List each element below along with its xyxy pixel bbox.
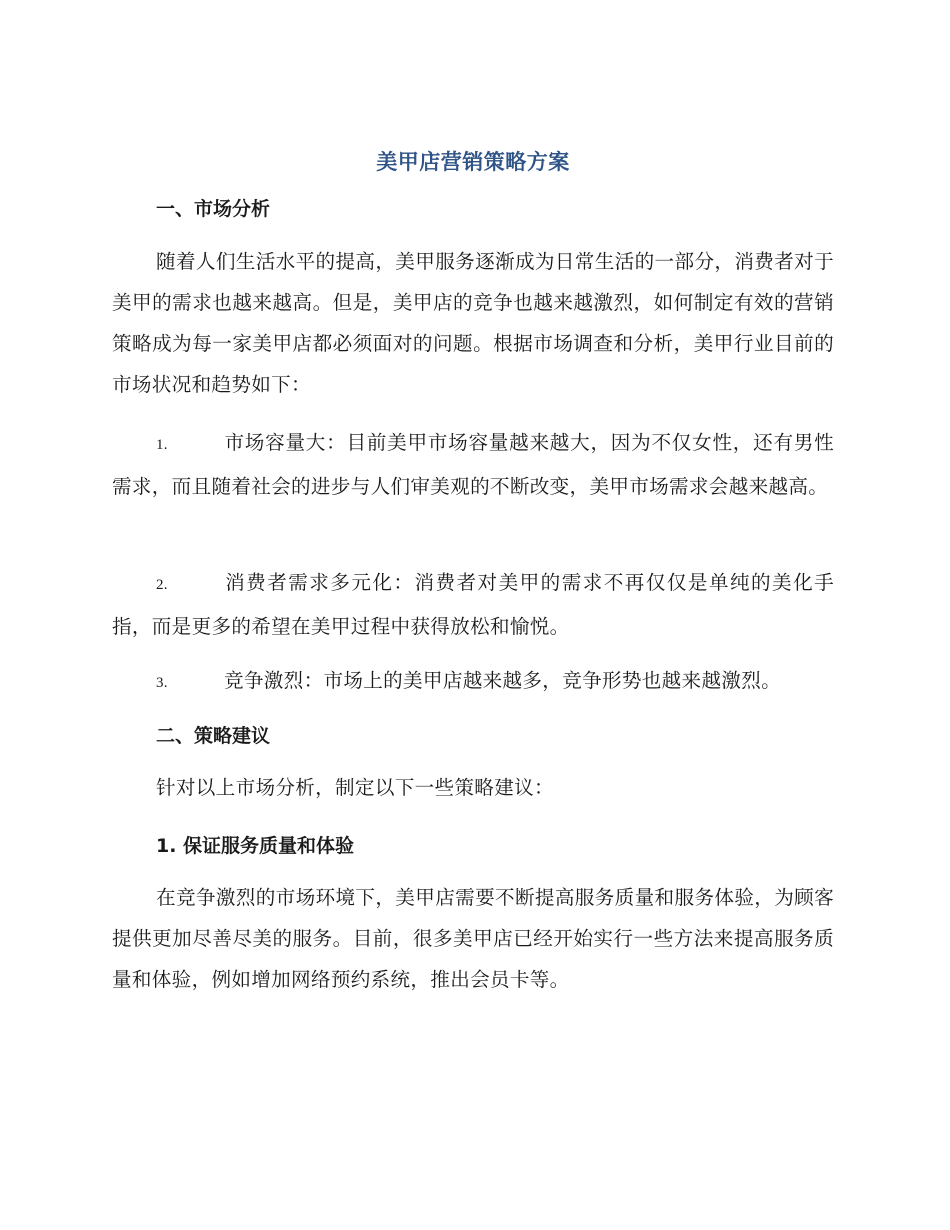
list-item-number: 1. (156, 437, 168, 453)
strategy-intro: 针对以上市场分析，制定以下一些策略建议： (156, 776, 554, 799)
list-item (112, 562, 834, 647)
list-item (112, 660, 834, 704)
list-item-text: 市场容量大：目前美甲市场容量越来越大，因为不仅女性，还有男性需求，而且随着社会的进步与人们审美观的不断改变，美甲市场需求会越来越高。 (112, 431, 834, 498)
service-quality-paragraph: 在竞争激烈的市场环境下，美甲店需要不断提高服务质量和服务体验，为顾客提供更加尽善尽美的服务。目前，很多美甲店已经开始实行一些方法来提高服务质量和体验，例如增加网络预约系统，推出会员卡等。 (112, 886, 834, 991)
list-item (112, 422, 834, 507)
list-item-number: 2. (156, 577, 168, 593)
list-item-text: 消费者需求多元化：消费者对美甲的需求不再仅仅是单纯的美化手指，而是更多的希望在美甲过程中获得放松和愉悦。 (112, 571, 834, 638)
section-heading-strategy: 二、策略建议 (156, 725, 271, 747)
list-item-number: 3. (156, 675, 168, 691)
subsection-heading-service-quality: 1. 保证服务质量和体验 (156, 835, 355, 857)
document-title: 美甲店营销策略方案 (376, 150, 570, 174)
market-analysis-intro: 随着人们生活水平的提高，美甲服务逐渐成为日常生活的一部分，消费者对于美甲的需求也越来越高。但是，美甲店的竞争也越来越激烈，如何制定有效的营销策略成为每一家美甲店都必须面对的问题。根据市场调查和分析，美甲行业目前的市场状况和趋势如下： (112, 250, 834, 396)
list-item-text: 竞争激烈：市场上的美甲店越来越多，竞争形势也越来越激烈。 (224, 669, 782, 692)
section-heading-market-analysis: 一、市场分析 (156, 198, 271, 220)
